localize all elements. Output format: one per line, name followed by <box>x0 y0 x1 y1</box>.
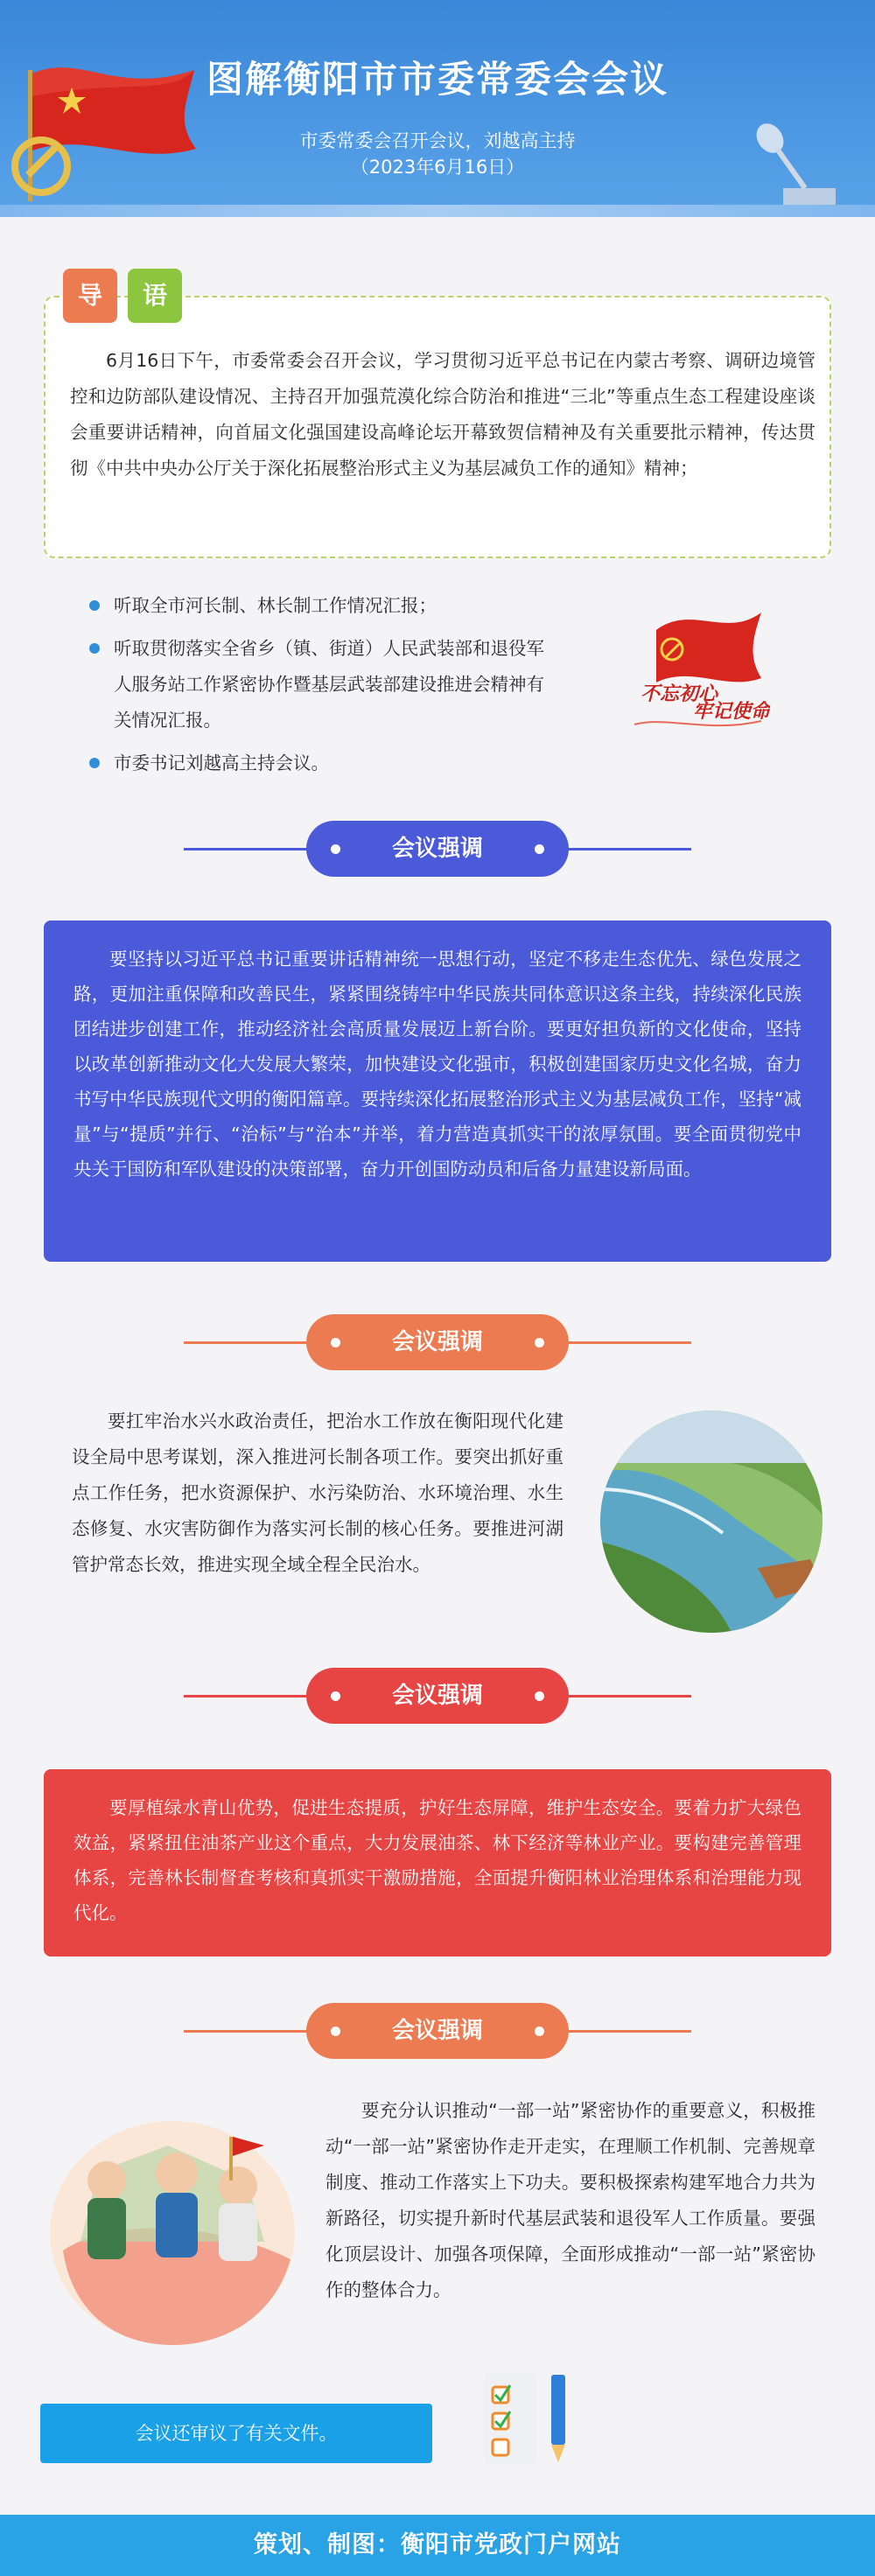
section-title <box>306 1668 569 1724</box>
section-title <box>306 1314 569 1370</box>
slogan-text-2: 牢记使命 <box>693 700 770 723</box>
dot-icon <box>535 1691 544 1701</box>
intro-text: 6月16日下午，市委常委会召开会议，学习贯彻习近平总书记在内蒙古考察、调研边境管控和边防部队建设情况、主持召开加强荒漠化综合防治和推进“三北”等重点生态工程建设座谈会重要讲话精神，向首届文化强国建设高峰论坛开幕致贺信精神及有关重要批示精神，传达贯彻《中共中央办公厅关于深化拓展整治形式主义为基层减负工作的通知》精神； <box>70 350 816 479</box>
section-title-label: 会议强调 <box>391 2018 483 2044</box>
dot-icon <box>331 1691 340 1701</box>
header-banner <box>0 0 875 217</box>
slogan-text-1: 不忘初心 <box>640 682 718 705</box>
subtitle-line-1: 市委常委会召开会议，刘越高主持 <box>299 130 576 151</box>
checklist-icon <box>477 2368 582 2469</box>
intro-tag-2: 语 <box>128 269 182 323</box>
dot-icon <box>535 2026 544 2036</box>
list-item: 听取全市河长制、林长制工作情况汇报； <box>88 588 560 624</box>
dot-icon <box>331 2026 340 2036</box>
section-title-label: 会议强调 <box>391 1683 483 1709</box>
page-title: 图解衡阳市市委常委会会议 <box>206 58 668 101</box>
intro-tag-1: 导 <box>63 269 117 323</box>
river-paragraph: 要扛牢治水兴水政治责任，把治水工作放在衡阳现代化建设全局中思考谋划，深入推进河长制各项工作。要突出抓好重点工作任务，把水资源保护、水污染防治、水环境治理、水生态修复、水灾害防御作为落实河长制的核心任务。要推进河湖管护常态长效，推进实现全域全程全民治水。 <box>72 1410 564 1575</box>
list-item: 听取贯彻落实全省乡（镇、街道）人民武装部和退役军人服务站工作紧密协作暨基层武装部建设推进会精神有关情况汇报。 <box>88 631 560 738</box>
dot-icon <box>535 1338 544 1348</box>
dot-icon <box>535 844 544 854</box>
header-divider <box>0 205 875 217</box>
section-title-label: 会议强调 <box>391 1329 483 1355</box>
agenda-list <box>88 588 560 788</box>
list-item: 市委书记刘越高主持会议。 <box>88 746 560 781</box>
emphasis-card-red: 要厚植绿水青山优势，促进生态提质，护好生态屏障，维护生态安全。要着力扩大绿色效益，紧紧扭住油茶产业这个重点，大力发展油茶、林下经济等林业产业。要构建完善管理体系，完善林长制督查考核和真抓实干激励措施，全面提升衡阳林业治理体系和治理能力现代化。 <box>44 1769 831 1956</box>
slogan-emblem <box>630 604 770 735</box>
dot-icon <box>331 844 340 854</box>
note-banner: 会议还审议了有关文件。 <box>40 2404 432 2463</box>
emphasis-card-blue: 要坚持以习近平总书记重要讲话精神统一思想行动，坚定不移走生态优先、绿色发展之路，更加注重保障和改善民生，紧紧围绕铸牢中华民族共同体意识这条主线，持续深化民族团结进步创建工作，推动经济社会高质量发展迈上新台阶。要更好担负新的文化使命，坚持以改革创新推动文化大发展大繁荣，加快建设文化强市，积极创建国家历史文化名城，奋力书写中华民族现代文明的衡阳篇章。要持续深化拓展整治形式主义为基层减负工作，坚持“减量”与“提质”并行、“治标”与“治本”并举，着力营造真抓实干的浓厚氛围。要全面贯彻党中央关于国防和军队建设的决策部署，奋力开创国防动员和后备力量建设新局面。 <box>44 920 831 1262</box>
river-photo <box>600 1410 822 1633</box>
dot-icon <box>331 1338 340 1348</box>
veterans-illustration <box>46 2110 299 2347</box>
page-subtitle <box>0 128 875 180</box>
subtitle-line-2: （2023年6月16日） <box>350 157 525 178</box>
section-title-label: 会议强调 <box>391 836 483 862</box>
footer-credit: 策划、制图：衡阳市党政门户网站 <box>0 2515 875 2576</box>
veterans-paragraph: 要充分认识推动“一部一站”紧密协作的重要意义，积极推动“一部一站”紧密协作走开走实，在理顺工作机制、完善规章制度、推动工作落实上下功夫。要积极探索构建军地合力共为新路径，切实提升新时代基层武装和退役军人工作质量。要强化顶层设计、加强各项保障，全面形成推动“一部一站”紧密协作的整体合力。 <box>326 2100 816 2300</box>
section-title <box>306 821 569 877</box>
section-title <box>306 2003 569 2059</box>
